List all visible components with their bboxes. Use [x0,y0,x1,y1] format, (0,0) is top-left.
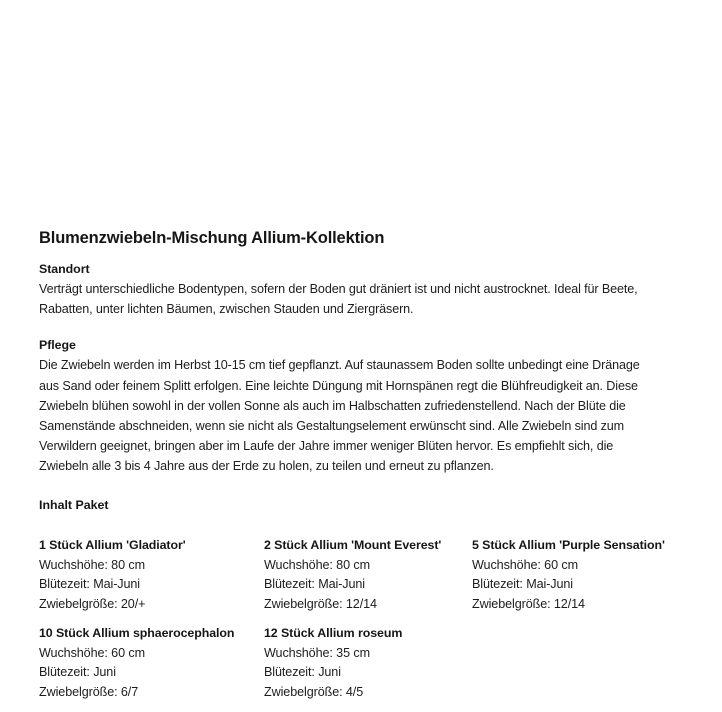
section-heading-pflege: Pflege [39,338,76,353]
section-body-standort [39,279,685,319]
package-item-bulb-size: Zwiebelgröße: 12/14 [264,596,377,611]
package-item-title: 10 Stück Allium sphaerocephalon [39,625,235,640]
package-contents-grid [39,536,685,712]
standort-line-2: Rabatten, unter lichten Bäumen, zwischen Stauden und Ziergräsern. [39,302,414,317]
package-item-title: 12 Stück Allium roseum [264,625,403,640]
package-contents-row [39,624,685,712]
content-container [39,228,685,712]
package-item-title: 5 Stück Allium 'Purple Sensation' [472,537,665,552]
package-item [472,536,665,615]
package-item-height: Wuchshöhe: 80 cm [39,557,145,572]
package-item [264,536,441,615]
package-item-bloom-time: Blütezeit: Mai-Juni [39,577,140,592]
standort-line-1: Verträgt unterschiedliche Bodentypen, sofern der Boden gut dräniert ist und nicht austrocknet. Ideal für Beete, [39,282,638,296]
package-item [264,624,402,703]
pflege-line-1: Die Zwiebeln werden im Herbst 10-15 cm tief gepflanzt. Auf staunassem Boden sollte unbedingt eine Dränage [39,358,640,373]
section-heading-inhalt-paket: Inhalt Paket [39,497,109,512]
pflege-line-2: aus Sand oder feinem Splitt erfolgen. Eine leichte Düngung mit Hornspänen regt die Blühfreudigkeit an. Diese [39,378,638,393]
package-item-height: Wuchshöhe: 60 cm [39,645,145,660]
package-item-title: 1 Stück Allium 'Gladiator' [39,537,186,552]
package-item-bulb-size: Zwiebelgröße: 6/7 [39,684,139,699]
section-body-pflege [39,355,685,476]
package-item-bloom-time: Blütezeit: Juni [264,665,341,680]
pflege-line-3: Zwiebeln blühen sowohl in der vollen Sonne als auch im Halbschatten zufriedenstellend. Nach der Blüte die [39,398,626,413]
package-item-bulb-size: Zwiebelgröße: 20/+ [39,596,146,611]
package-item-bulb-size: Zwiebelgröße: 12/14 [472,596,585,611]
pflege-line-4: Samenstände abschneiden, wenn sie nicht als Gestaltungselement erwünscht sind. Alle Zwiebeln sind zum [39,419,625,434]
package-contents-row [39,536,685,624]
pflege-line-6: Zwiebeln alle 3 bis 4 Jahre aus der Erde zu holen, zu teilen und erneut zu pflanzen. [39,459,494,474]
package-item [39,624,234,703]
package-item-height: Wuchshöhe: 80 cm [264,557,370,572]
package-item [39,536,186,615]
package-item-bulb-size: Zwiebelgröße: 4/5 [264,684,364,699]
package-item-height: Wuchshöhe: 35 cm [264,645,370,660]
pflege-line-5: Verwildern geeignet, bringen aber im Laufe der Jahre immer weniger Blüten hervor. Es empfiehlt sich, die [39,439,614,454]
package-item-height: Wuchshöhe: 60 cm [472,557,578,572]
section-standort [39,261,685,319]
package-item-bloom-time: Blütezeit: Juni [39,665,116,680]
page-title: Blumenzwiebeln-Mischung Allium-Kollektion [39,229,385,247]
section-pflege [39,337,685,476]
package-item-bloom-time: Blütezeit: Mai-Juni [264,577,365,592]
package-item-title: 2 Stück Allium 'Mount Everest' [264,537,442,552]
package-item-bloom-time: Blütezeit: Mai-Juni [472,577,573,592]
section-heading-standort: Standort [39,262,90,276]
